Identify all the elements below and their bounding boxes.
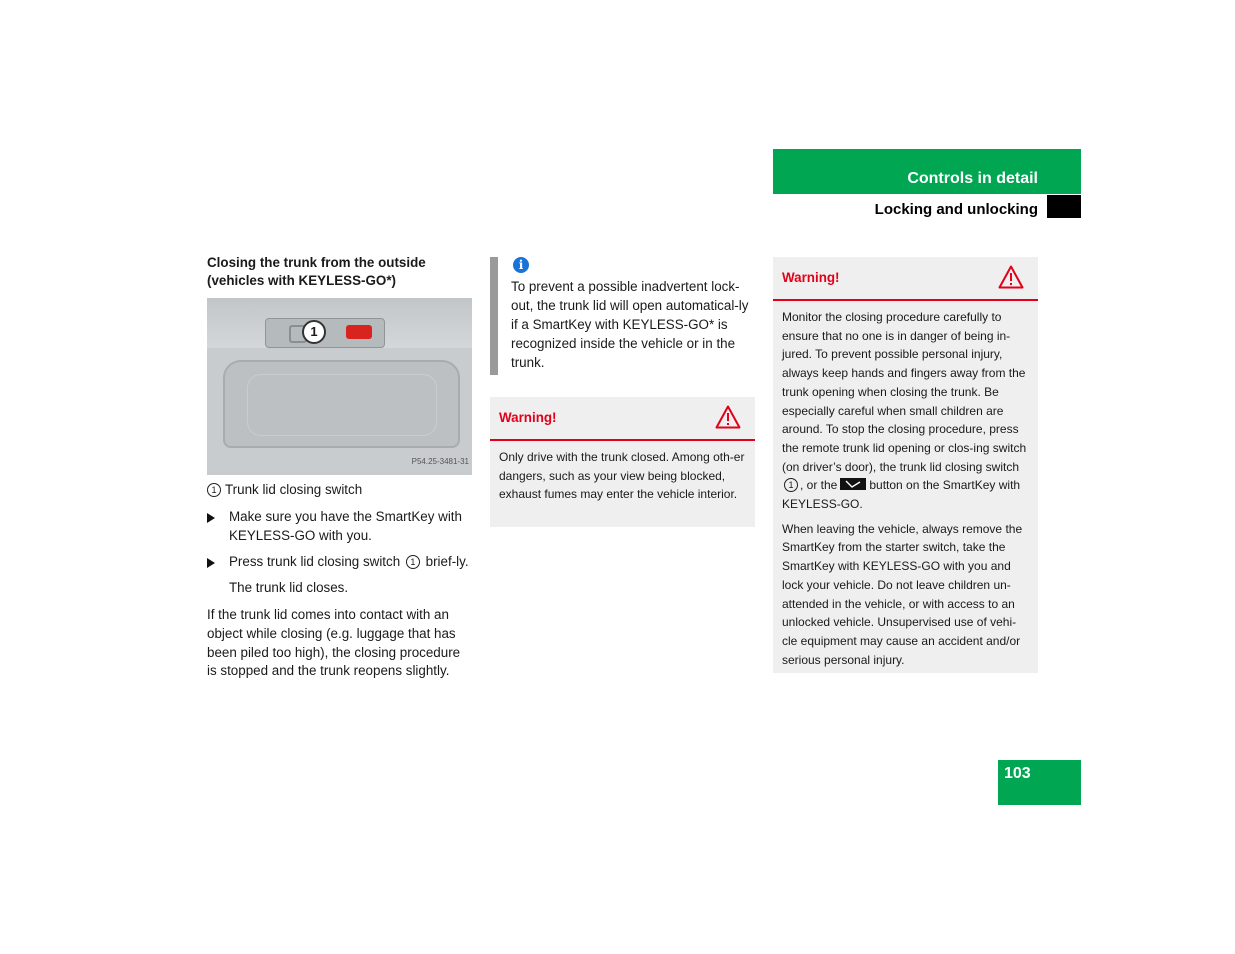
body-paragraph: If the trunk lid comes into contact with an object while closing (e.g. luggage that has been piled too high), the closing procedure is stopped and the trunk reopens slightly. — [207, 606, 461, 679]
header-tab-marker — [1047, 195, 1081, 218]
inline-number: 1 — [406, 555, 420, 569]
warning-text: Only drive with the trunk closed. Among oth-er dangers, such as your view being blocked, exhaust fumes may enter the vehicle interior. — [499, 450, 745, 502]
warning-triangle-icon — [998, 265, 1024, 289]
info-icon: i — [513, 257, 529, 273]
info-text: To prevent a possible inadvertent lock-out, the trunk lid will open automatical-ly if a SmartKey with KEYLESS-GO* is recognized inside the vehicle or in the trunk. — [511, 279, 749, 370]
step-2: Press trunk lid closing switch 1 brief-ly. — [207, 553, 472, 572]
step-result: The trunk lid closes. — [229, 580, 349, 596]
page-number-box — [998, 760, 1081, 805]
figure-code: P54.25-3481-31 — [411, 457, 469, 467]
bullet-arrow-icon — [207, 513, 215, 523]
trunk-lid-figure — [207, 298, 472, 475]
figure-callout: 1 — [302, 320, 326, 344]
warning-header — [490, 397, 755, 441]
warning-box-1 — [490, 397, 755, 527]
figure-lid-panel — [223, 360, 460, 448]
legend-number: 1 — [207, 483, 221, 497]
section-title: Controls in detail — [907, 170, 1038, 187]
page-number: 103 — [1004, 765, 1031, 782]
bullet-arrow-icon — [207, 558, 215, 568]
legend-text: Trunk lid closing switch — [225, 482, 363, 497]
warning-header — [773, 257, 1038, 301]
warning-paragraph-1: Monitor the closing procedure carefully to ensure that no one is in danger of being in-jured. To prevent possible personal injury, always keep hands and fingers away from the trunk opening when closing the trunk. Be especially careful when small children are around. To stop the closing procedure, press the remote trunk lid opening or clos-ing switch (on driver’s door), the trunk lid closing switch 1 , or the button on the SmartKey with KEYLESS-GO. — [782, 310, 1027, 512]
closing-switch-graphic — [346, 325, 372, 339]
warning-paragraph-2: When leaving the vehicle, always remove the SmartKey from the starter switch, take the SmartKey with KEYLESS-GO with you and lock your vehicle. Do not leave children un-attended in the vehicle, or with access to an unlocked vehicle. Unsupervised use of vehi-cle equipment may cause an accident and/or serious personal injury. — [782, 521, 1023, 667]
warning-triangle-icon — [715, 405, 741, 429]
figure-lid-inner — [247, 374, 437, 436]
main-column — [207, 254, 472, 681]
info-note — [490, 257, 755, 375]
section-heading: Closing the trunk from the outside (vehicles with KEYLESS-GO*) — [207, 255, 426, 288]
subsection-title: Locking and unlocking — [874, 201, 1038, 218]
figure-legend — [207, 481, 472, 500]
warning-title: Warning! — [782, 270, 840, 285]
warning-body — [773, 301, 1038, 677]
trunk-key-button-icon — [840, 478, 866, 490]
info-bar — [490, 257, 498, 375]
inline-number: 1 — [784, 478, 798, 492]
step-1: Make sure you have the SmartKey with KEYLESS-GO with you. — [207, 508, 472, 546]
warning-title: Warning! — [499, 410, 557, 425]
warning-box-2 — [773, 257, 1038, 673]
